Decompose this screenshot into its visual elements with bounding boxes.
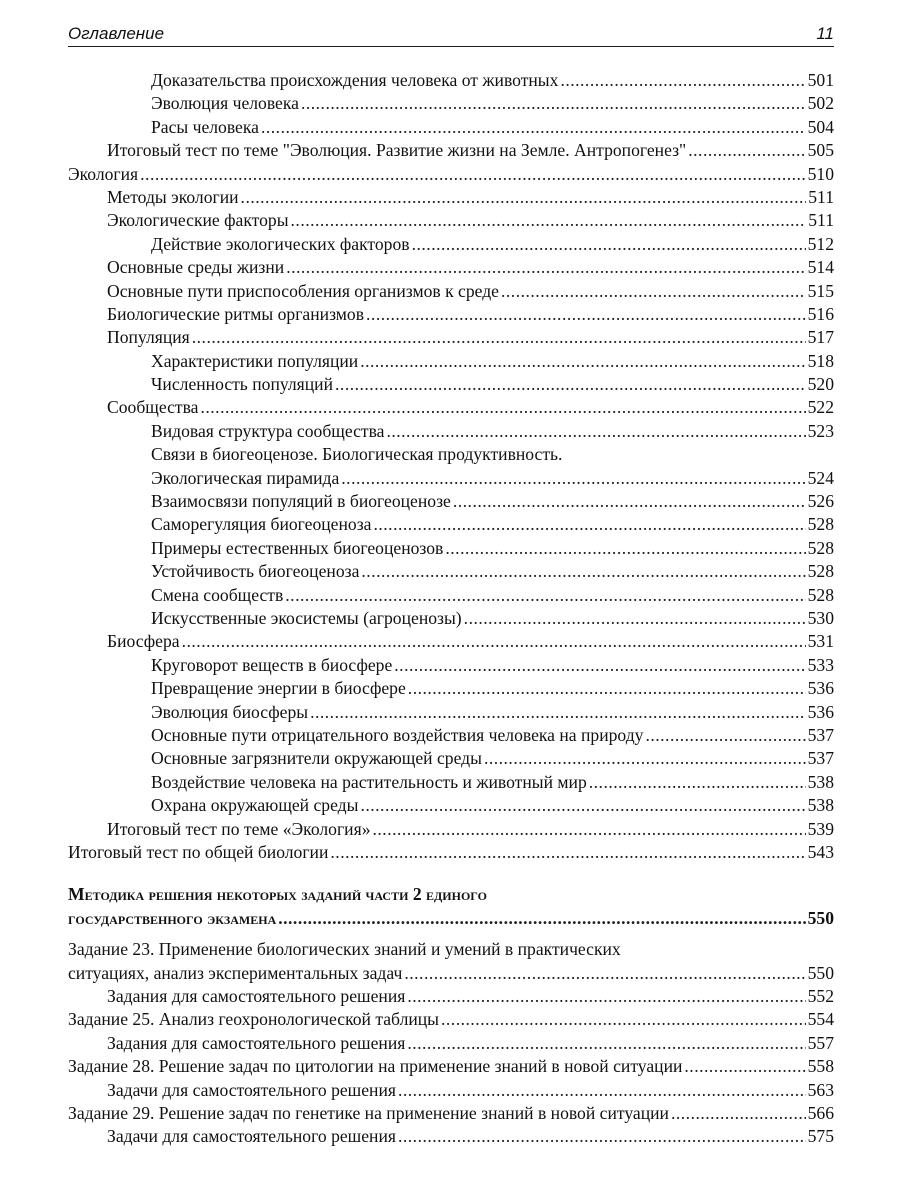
toc-entry[interactable]: [68, 326, 834, 349]
dot-leader: [645, 724, 805, 747]
section-title-line-1: Методика решения некоторых заданий части 2 единого: [68, 884, 487, 905]
entry-title: Расы человека: [151, 116, 259, 137]
entry-page: 502: [807, 93, 834, 114]
entry-page: 566: [807, 1103, 834, 1124]
entry-title: Задачи для самостоятельного решения: [107, 1126, 396, 1147]
entry-page: 501: [807, 70, 834, 90]
entry-title: Видовая структура сообщества: [151, 420, 385, 441]
entry-row: [107, 186, 834, 209]
entry-row: [107, 326, 834, 349]
entry-page: 520: [807, 374, 834, 395]
entry-row: [151, 233, 834, 256]
entry-title: Популяция: [107, 327, 190, 348]
entry-row: [151, 794, 834, 817]
section-heading[interactable]: [68, 882, 834, 930]
entry-page: 511: [808, 210, 834, 231]
entry-page: 550: [807, 962, 834, 983]
entry-page: 524: [807, 467, 834, 488]
entry-title: Задания для самостоятельного решения: [107, 986, 406, 1007]
entry-title-line-1: Задание 23. Применение биологических знаний и умений в практических: [68, 939, 621, 960]
entry-row: [68, 962, 834, 985]
entry-title: Действие экологических факторов: [151, 233, 410, 254]
entry-page: 557: [807, 1032, 834, 1053]
entry-row: [107, 1079, 834, 1102]
entry-page: 522: [807, 397, 834, 418]
entry-row: [151, 701, 834, 724]
entry-row: [68, 841, 834, 864]
entry-row: [151, 490, 834, 513]
entry-title: Экологические факторы: [107, 210, 289, 231]
toc-entry[interactable]: [68, 233, 834, 256]
entry-title: Воздействие человека на растительность и животный мир: [151, 771, 587, 792]
toc-entry[interactable]: [68, 724, 834, 747]
toc-entry[interactable]: [68, 701, 834, 724]
entry-page: 510: [807, 163, 834, 184]
toc-entry[interactable]: [68, 1102, 834, 1125]
entry-row: [151, 92, 834, 115]
entry-page: 539: [807, 818, 834, 839]
entry-row: [151, 560, 834, 583]
entry-title: Смена сообществ: [151, 584, 284, 605]
entry-title: Биосфера: [107, 631, 180, 652]
entry-page: 538: [807, 771, 834, 792]
dot-leader: [560, 69, 805, 92]
toc-entry[interactable]: [68, 794, 834, 817]
entry-row: [151, 654, 834, 677]
dot-leader: [366, 303, 806, 326]
toc-entry[interactable]: [68, 771, 834, 794]
dot-leader: [200, 396, 805, 419]
toc-entry[interactable]: [68, 513, 834, 536]
entry-title: Задачи для самостоятельного решения: [107, 1079, 396, 1100]
entry-page: 558: [807, 1056, 834, 1077]
entry-title: Охрана окружающей среды: [151, 795, 359, 816]
toc-entry[interactable]: [68, 630, 834, 653]
toc-entry[interactable]: [68, 818, 834, 841]
dot-leader: [407, 1032, 805, 1055]
entry-row: [68, 1008, 834, 1031]
toc-entry[interactable]: [68, 92, 834, 115]
entry-row: [151, 747, 834, 770]
entry-page: 538: [807, 795, 834, 816]
entry-title: Характеристики популяции: [151, 350, 359, 371]
dot-leader: [373, 513, 805, 536]
toc-entry[interactable]: [68, 163, 834, 186]
entry-row: [151, 607, 834, 630]
entry-row: [151, 771, 834, 794]
dot-leader: [408, 677, 806, 700]
dot-leader: [464, 607, 806, 630]
toc-entry[interactable]: [68, 654, 834, 677]
dot-leader: [278, 906, 805, 930]
dot-leader: [341, 467, 805, 490]
toc-entry[interactable]: [68, 584, 834, 607]
entry-page: 552: [807, 986, 834, 1007]
entry-row: [107, 139, 834, 162]
toc-entry[interactable]: [68, 560, 834, 583]
dot-leader: [192, 326, 806, 349]
dot-leader: [241, 186, 807, 209]
entry-row: [107, 818, 834, 841]
entry-title: Методы экологии: [107, 186, 239, 207]
section-page: 550: [807, 908, 834, 929]
dot-leader: [373, 818, 806, 841]
entry-row: [107, 209, 834, 232]
dot-leader: [140, 163, 805, 186]
toc-entry[interactable]: [68, 938, 834, 985]
dot-leader: [285, 584, 805, 607]
dot-leader: [360, 350, 805, 373]
dot-leader: [182, 630, 806, 653]
entry-row: [151, 724, 834, 747]
toc-entry[interactable]: [68, 1079, 834, 1102]
toc-entry[interactable]: [68, 607, 834, 630]
entry-row: [68, 1055, 834, 1078]
entry-title: Саморегуляция биогеоценоза: [151, 514, 372, 535]
toc-entry[interactable]: [68, 490, 834, 513]
dot-leader: [301, 92, 806, 115]
entry-title: Эволюция биосферы: [151, 701, 309, 722]
entry-row: [151, 373, 834, 396]
dot-leader: [286, 256, 805, 279]
toc-entry[interactable]: [68, 841, 834, 864]
entry-title: Сообщества: [107, 397, 199, 418]
table-of-contents: [68, 69, 834, 1149]
toc-entry[interactable]: [68, 139, 834, 162]
entry-title: Доказательства происхождения человека от животных: [151, 70, 559, 90]
dot-leader: [412, 233, 806, 256]
entry-title: Биологические ритмы организмов: [107, 303, 365, 324]
entry-page: 530: [807, 607, 834, 628]
entry-title: Превращение энергии в биосфере: [151, 678, 406, 699]
page-header: [68, 22, 834, 47]
toc-entry[interactable]: [68, 1055, 834, 1078]
entry-row: [151, 584, 834, 607]
dot-leader: [501, 280, 806, 303]
toc-entry[interactable]: [68, 537, 834, 560]
dot-leader: [484, 747, 806, 770]
entry-row: [151, 69, 834, 92]
entry-title: Итоговый тест по общей биологии: [68, 841, 329, 862]
entry-row: [151, 513, 834, 536]
dot-leader: [310, 701, 806, 724]
entry-page: 536: [807, 701, 834, 722]
entry-row: [151, 537, 834, 560]
toc-entry[interactable]: [68, 985, 834, 1008]
entry-title: Задания для самостоятельного решения: [107, 1032, 406, 1053]
entry-title: Примеры естественных биогеоценозов: [151, 537, 444, 558]
dot-leader: [261, 116, 806, 139]
entry-row: [151, 350, 834, 373]
entry-title-line-1: Связи в биогеоценозе. Биологическая продуктивность.: [151, 444, 563, 465]
entry-title: Итоговый тест по теме «Экология»: [107, 818, 371, 839]
entry-row: [107, 256, 834, 279]
document-page: [68, 22, 834, 1149]
dot-leader: [407, 985, 805, 1008]
section-title-row: [68, 906, 834, 930]
dot-leader: [386, 420, 805, 443]
entry-page: 528: [807, 584, 834, 605]
section-title-line-2: государственного экзамена: [68, 908, 277, 929]
entry-title: Устойчивость биогеоценоза: [151, 561, 360, 582]
dot-leader: [441, 1008, 806, 1031]
entry-row: [107, 1032, 834, 1055]
toc-entry[interactable]: [68, 186, 834, 209]
dot-leader: [688, 139, 805, 162]
dot-leader: [453, 490, 806, 513]
entry-title: Основные пути отрицательного воздействия человека на природу: [151, 724, 644, 745]
entry-row: [151, 420, 834, 443]
entry-row: [107, 1125, 834, 1148]
entry-title: ситуациях, анализ экспериментальных задач: [68, 962, 403, 983]
entry-title: Искусственные экосистемы (агроценозы): [151, 607, 462, 628]
dot-leader: [398, 1125, 806, 1148]
entry-title: Основные пути приспособления организмов к среде: [107, 280, 499, 301]
entry-page: 505: [807, 140, 834, 161]
dot-leader: [394, 654, 805, 677]
toc-entry[interactable]: [68, 69, 834, 92]
dot-leader: [361, 560, 805, 583]
entry-row: [107, 985, 834, 1008]
entry-row: [151, 677, 834, 700]
entry-title: Экология: [68, 163, 139, 184]
toc-entry[interactable]: [68, 256, 834, 279]
dot-leader: [335, 373, 806, 396]
entry-title: Взаимосвязи популяций в биогеоценозе: [151, 491, 451, 512]
entry-row: [68, 1102, 834, 1125]
entry-row: [107, 396, 834, 419]
dot-leader: [360, 794, 805, 817]
entry-page: 511: [808, 186, 834, 207]
toc-entry[interactable]: [68, 303, 834, 326]
running-title: Оглавление: [68, 24, 165, 43]
entry-page: 536: [807, 678, 834, 699]
toc-entry[interactable]: [68, 747, 834, 770]
entry-row: [68, 163, 834, 186]
toc-entry[interactable]: [68, 677, 834, 700]
entry-row: [151, 467, 834, 490]
dot-leader: [671, 1102, 806, 1125]
entry-page: 543: [807, 841, 834, 862]
entry-title: Основные загрязнители окружающей среды: [151, 748, 482, 769]
entry-page: 526: [807, 491, 834, 512]
toc-entry[interactable]: [68, 350, 834, 373]
toc-entry[interactable]: [68, 396, 834, 419]
entry-row: [107, 630, 834, 653]
toc-entries: [68, 69, 834, 864]
entry-page: 575: [807, 1126, 834, 1147]
entry-page: 523: [807, 420, 834, 441]
dot-leader: [398, 1079, 806, 1102]
dot-leader: [404, 962, 805, 985]
entry-page: 537: [807, 748, 834, 769]
spacer: [68, 930, 834, 938]
toc-entry[interactable]: [68, 373, 834, 396]
entry-page: 528: [807, 561, 834, 582]
entry-page: 512: [807, 233, 834, 254]
toc-entry[interactable]: [68, 1125, 834, 1148]
entry-page: 528: [807, 537, 834, 558]
entry-title: Задание 29. Решение задач по генетике на применение знаний в новой ситуации: [68, 1103, 669, 1124]
entry-row: [151, 116, 834, 139]
task-entries: [68, 938, 834, 1149]
toc-entry[interactable]: [68, 1008, 834, 1031]
dot-leader: [291, 209, 807, 232]
toc-entry[interactable]: [68, 280, 834, 303]
dot-leader: [330, 841, 805, 864]
toc-entry[interactable]: [68, 443, 834, 490]
entry-title: Эволюция человека: [151, 93, 299, 114]
toc-entry[interactable]: [68, 116, 834, 139]
entry-page: 504: [807, 116, 834, 137]
entry-page: 554: [807, 1009, 834, 1030]
entry-page: 518: [807, 350, 834, 371]
toc-entry[interactable]: [68, 1032, 834, 1055]
entry-title: Задание 28. Решение задач по цитологии на применение знаний в новой ситуации: [68, 1056, 683, 1077]
dot-leader: [445, 537, 805, 560]
entry-page: 531: [807, 631, 834, 652]
entry-title: Экологическая пирамида: [151, 467, 340, 488]
entry-page: 517: [807, 327, 834, 348]
page-number: 11: [816, 24, 834, 43]
dot-leader: [589, 771, 806, 794]
entry-title: Итоговый тест по теме "Эволюция. Развитие жизни на Земле. Антропогенез": [107, 140, 687, 161]
entry-page: 528: [807, 514, 834, 535]
dot-leader: [684, 1055, 805, 1078]
entry-title: Основные среды жизни: [107, 257, 285, 278]
entry-row: [107, 280, 834, 303]
toc-entry[interactable]: [68, 209, 834, 232]
entry-page: 537: [807, 724, 834, 745]
entry-row: [107, 303, 834, 326]
entry-page: 516: [807, 303, 834, 324]
entry-title: Численность популяций: [151, 374, 334, 395]
entry-title: Круговорот веществ в биосфере: [151, 654, 393, 675]
entry-page: 563: [807, 1079, 834, 1100]
entry-title: Задание 25. Анализ геохронологической таблицы: [68, 1009, 439, 1030]
entry-page: 514: [807, 257, 834, 278]
toc-entry[interactable]: [68, 420, 834, 443]
entry-page: 515: [807, 280, 834, 301]
entry-page: 533: [807, 654, 834, 675]
